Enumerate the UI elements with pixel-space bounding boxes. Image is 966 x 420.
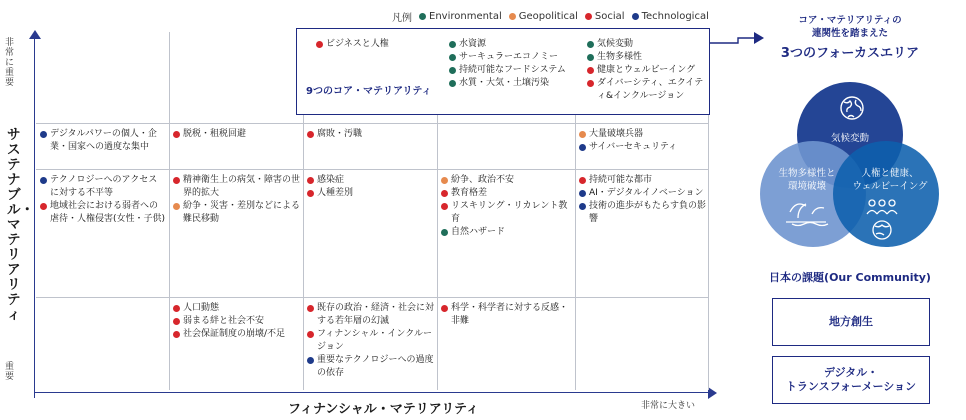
category-dot-icon (449, 54, 456, 61)
materiality-item (441, 187, 573, 200)
category-dot-icon (441, 305, 448, 312)
legend-label: 凡例 (392, 13, 412, 24)
x-axis-title: フィナンシャル・マテリアリティ (288, 402, 479, 417)
materiality-item-label: 社会保証制度の崩壊/不足 (183, 329, 286, 339)
materiality-item (449, 51, 573, 64)
materiality-item-label: 教育格差 (451, 188, 488, 198)
matrix-cell-r2-c1 (40, 128, 166, 154)
materiality-item (441, 226, 573, 239)
matrix-cell-r4-c4 (441, 302, 573, 328)
category-dot-icon (579, 190, 586, 197)
materiality-item-label: 水資源 (459, 39, 487, 49)
category-dot-icon (316, 41, 323, 48)
materiality-item (587, 38, 707, 51)
category-dot-icon (441, 203, 448, 210)
materiality-item (173, 302, 301, 315)
y-axis-title: サステナブル・マテリアリティ (7, 127, 34, 323)
focus-subtitle-line1: コア・マテリアリティの (798, 15, 902, 26)
focus-title: 3つのフォーカスエリア (780, 46, 920, 61)
matrix-cell-r4-c2 (173, 302, 301, 341)
materiality-item-label: 大量破壊兵器 (589, 129, 644, 139)
core-cell-col4 (449, 38, 573, 90)
category-dot-icon (441, 177, 448, 184)
materiality-item-label: リスキリング・リカレント教育 (451, 201, 568, 224)
category-dot-icon (173, 203, 180, 210)
community-item-digital-transformation: デジタル・ トランスフォーメーション (772, 356, 930, 404)
materiality-item-label: 精神衛生上の病気・障害の世界的拡大 (183, 175, 301, 198)
materiality-item-label: デジタルパワーの個人・企業・国家への過度な集中 (50, 129, 157, 152)
matrix-cell-r2-c2 (173, 128, 301, 141)
y-axis-line (34, 38, 35, 398)
core-cell-col3 (316, 38, 436, 51)
legend-item-technological: Technological (632, 11, 709, 22)
category-dot-icon (307, 177, 314, 184)
materiality-item (40, 200, 166, 226)
materiality-item (579, 128, 707, 141)
category-dot-icon (307, 357, 314, 364)
category-dot-icon (449, 67, 456, 74)
materiality-item (579, 200, 707, 226)
materiality-item-label: 人種差別 (317, 188, 354, 198)
materiality-item (307, 302, 435, 328)
materiality-item (449, 38, 573, 51)
venn-label-health: 人権と健康、 ウェルビーイング (852, 168, 928, 192)
materiality-item (40, 174, 166, 200)
materiality-item-label: 人口動態 (183, 303, 220, 313)
matrix-cell-r3-c5 (579, 174, 707, 226)
category-dot-icon (307, 190, 314, 197)
category-dot-icon (307, 131, 314, 138)
materiality-item (173, 328, 301, 341)
materiality-item-label: 気候変動 (597, 39, 634, 49)
category-dot-icon (441, 190, 448, 197)
matrix-cell-r4-c3 (307, 302, 435, 380)
materiality-item-label: 既存の政治・経済・社会に対する若年層の幻滅 (317, 303, 435, 326)
materiality-item (307, 174, 435, 187)
materiality-item-label: ビジネスと人権 (326, 39, 389, 49)
materiality-item (316, 38, 436, 51)
matrix-cell-r2-c5 (579, 128, 707, 154)
matrix-cell-r2-c3 (307, 128, 435, 141)
category-dot-icon (441, 229, 448, 236)
legend-item-geopolitical: Geopolitical (509, 11, 578, 22)
materiality-item (441, 174, 573, 187)
category-dot-icon (579, 203, 586, 210)
technological-dot-icon (632, 13, 639, 20)
materiality-item (441, 302, 573, 328)
category-dot-icon (579, 177, 586, 184)
matrix-cell-r3-c1 (40, 174, 166, 226)
x-axis-line (34, 392, 710, 393)
materiality-item (579, 187, 707, 200)
materiality-item (307, 354, 435, 380)
materiality-item-label: 地域社会における弱者への虐待・人権侵害(女性・子供) (50, 201, 166, 224)
focus-subtitle-line2: 連関性を踏まえた (811, 28, 888, 39)
environmental-dot-icon (419, 13, 426, 20)
venn-circle-health (833, 141, 939, 247)
materiality-item (587, 51, 707, 64)
category-dot-icon (173, 331, 180, 338)
materiality-item (587, 64, 707, 77)
geopolitical-dot-icon (509, 13, 516, 20)
category-dot-icon (307, 305, 314, 312)
materiality-item (441, 200, 573, 226)
materiality-item (173, 174, 301, 200)
matrix-cell-r3-c3 (307, 174, 435, 200)
matrix-cell-r3-c2 (173, 174, 301, 226)
category-dot-icon (173, 318, 180, 325)
community-item-regional-revitalization: 地方創生 (772, 298, 930, 346)
category-dot-icon (587, 41, 594, 48)
materiality-item (587, 77, 707, 103)
core-cell-col5 (587, 38, 707, 103)
category-dot-icon (449, 41, 456, 48)
materiality-item-label: 重要なテクノロジーへの過度の依存 (317, 355, 434, 378)
category-dot-icon (307, 331, 314, 338)
materiality-item (307, 328, 435, 354)
materiality-item-label: 紛争・災害・差別などによる難民移動 (183, 201, 301, 224)
category-dot-icon (587, 80, 594, 87)
community-title: 日本の課題(Our Community) (769, 271, 931, 284)
materiality-item-label: 腐敗・汚職 (317, 129, 363, 139)
grid-line (36, 297, 708, 298)
category-dot-icon (173, 305, 180, 312)
materiality-item (579, 141, 707, 154)
materiality-item (449, 77, 573, 90)
materiality-item-label: テクノロジーへのアクセスに対する不平等 (50, 175, 158, 198)
legend-item-environmental: Environmental (419, 11, 502, 22)
materiality-item (307, 187, 435, 200)
category-dot-icon (579, 144, 586, 151)
grid-line (36, 123, 708, 124)
category-dot-icon (40, 131, 47, 138)
materiality-item (173, 200, 301, 226)
materiality-item (40, 128, 166, 154)
materiality-item-label: 弱まる絆と社会不安 (183, 316, 265, 326)
x-axis-arrow-icon (708, 387, 717, 399)
legend-item-social: Social (585, 11, 625, 22)
materiality-item (449, 64, 573, 77)
materiality-item-label: 自然ハザード (451, 227, 506, 237)
materiality-item-label: 水質・大気・土壌汚染 (459, 78, 550, 88)
x-axis-high-label: 非常に大きい (641, 401, 696, 411)
social-dot-icon (585, 13, 592, 20)
grid-line (169, 32, 170, 390)
materiality-item-label: 脱税・租税回避 (183, 129, 247, 139)
materiality-item-label: 持続可能なフードシステム (459, 65, 566, 75)
venn-label-climate: 気候変動 (830, 133, 869, 144)
materiality-item-label: 生物多様性 (597, 52, 643, 62)
category-dot-icon (579, 131, 586, 138)
materiality-item-label: 紛争、政治不安 (451, 175, 515, 185)
materiality-item-label: ダイバーシティ、エクイティ&インクルージョン (597, 78, 704, 101)
materiality-item (579, 174, 707, 187)
materiality-item (173, 128, 301, 141)
materiality-item-label: 科学・科学者に対する反感・非難 (451, 303, 569, 326)
category-dot-icon (173, 131, 180, 138)
materiality-item-label: 持続可能な都市 (589, 175, 653, 185)
materiality-item-label: サーキュラーエコノミー (459, 52, 559, 62)
materiality-item (307, 128, 435, 141)
materiality-item-label: 感染症 (317, 175, 345, 185)
category-dot-icon (449, 80, 456, 87)
legend (392, 9, 709, 24)
materiality-item (173, 315, 301, 328)
materiality-item-label: AI・デジタルイノベーション (589, 188, 704, 198)
category-dot-icon (40, 177, 47, 184)
y-axis-high-label: 非常に重要 (5, 38, 15, 88)
core-materiality-title: 9つのコア・マテリアリティ (306, 86, 432, 97)
category-dot-icon (173, 177, 180, 184)
category-dot-icon (40, 203, 47, 210)
materiality-item-label: サイバーセキュリティ (589, 142, 678, 152)
materiality-item-label: 技術の進歩がもたらす負の影響 (589, 201, 707, 224)
y-axis-arrow-icon (29, 30, 41, 39)
category-dot-icon (587, 67, 594, 74)
materiality-item-label: 健康とウェルビーイング (597, 65, 696, 75)
category-dot-icon (587, 54, 594, 61)
focus-header (735, 14, 965, 61)
y-axis-low-label: 重要 (5, 362, 15, 382)
materiality-item-label: フィナンシャル・インクルージョン (317, 329, 432, 352)
grid-line (36, 169, 708, 170)
matrix-cell-r3-c4 (441, 174, 573, 239)
venn-label-biodiversity: 生物多様性と 環境破壊 (778, 168, 836, 192)
